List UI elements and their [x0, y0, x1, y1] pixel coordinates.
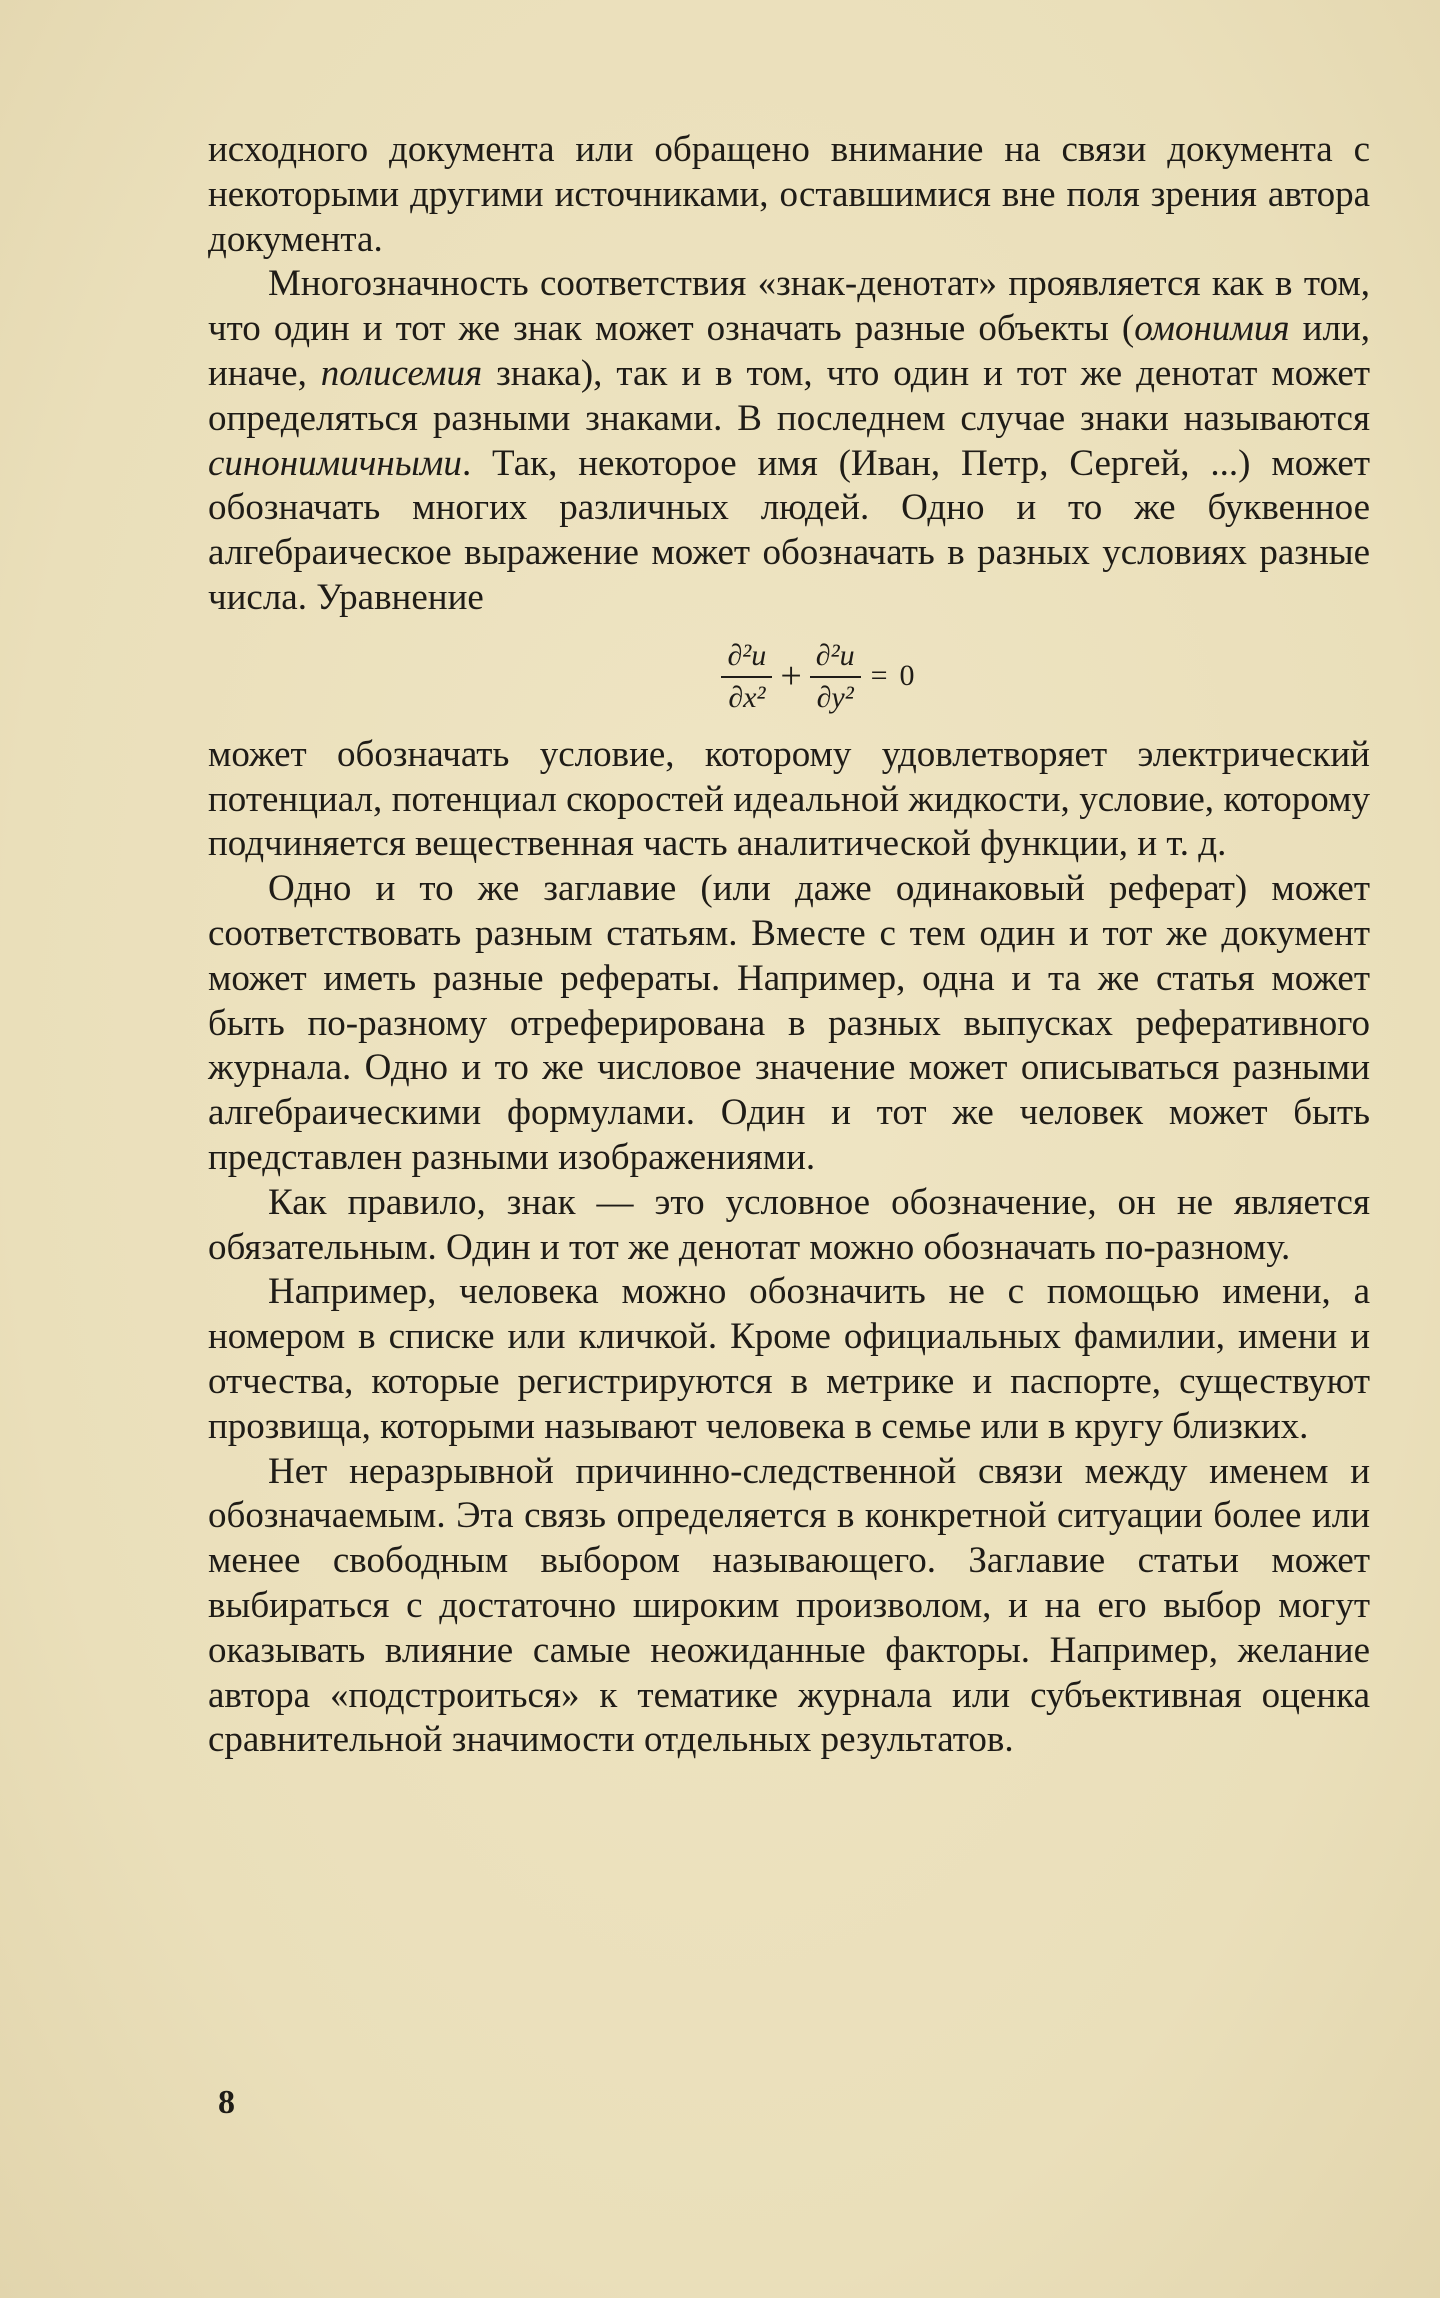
- paragraph-3: может обозначать условие, которому удовлетворяет электрический потенциал, потенциал скоростей идеальной жидкости, условие, которому подчиняется вещественная часть аналитической функции, и т. д.: [208, 733, 1370, 865]
- paragraph-2-part-c: знака), так и в том, что один и тот же денотат может определяться разными знаками. В последнем случае знаки называются: [208, 352, 1370, 439]
- paragraph-6: Например, человека можно обозначить не с помощью имени, а номером в списке или кличкой. Кроме официальных фамилии, имени и отчества, которые регистрируются в метрике и паспорте, существуют прозвища, которыми называют человека в семье или в кругу близких.: [208, 1271, 1370, 1447]
- paragraph-7: Нет неразрывной причинно-следственной связи между именем и обозначаемым. Эта связь определяется в конкретной ситуации более или менее свободным выбором называющего. Заглавие статьи может выбираться с достаточно широким произволом, и на его выбор могут оказывать влияние самые неожиданные факторы. Например, желание автора «подстроиться» к тематике журнала или субъективная оценка сравнительной значимости отдельных результатов.: [208, 1450, 1370, 1761]
- page-number: 8: [218, 2084, 235, 2121]
- fraction-1-denominator: ∂x²: [728, 680, 766, 714]
- term-synonymous: синонимичными: [208, 442, 462, 484]
- body-text: [208, 128, 1370, 1763]
- fraction-d2u-dy2: [810, 638, 861, 716]
- laplace-equation: [208, 621, 1370, 733]
- term-homonymy: омонимия: [1134, 308, 1290, 350]
- fraction-d2u-dx2: [721, 638, 772, 716]
- fraction-2-numerator: ∂²u: [810, 638, 861, 678]
- formula-rhs: 0: [899, 659, 915, 693]
- plus-sign: +: [780, 655, 802, 698]
- fraction-1-numerator: ∂²u: [721, 638, 772, 678]
- paragraph-2-part-a: Многозначность соответствия «знак-денотат» проявляется как в том, что один и тот же знак может означать разные объекты (: [208, 263, 1370, 350]
- equals-sign: =: [870, 659, 888, 693]
- paragraph-4: Одно и то же заглавие (или даже одинаковый реферат) может соответствовать разным статьям. Вместе с тем один и тот же документ может иметь разные рефераты. Например, одна и та же статья может быть по-разному отреферирована в разных выпусках реферативного журнала. Одно и то же числовое значение может описываться разными алгебраическими формулами. Один и тот же человек может быть представлен разными изображениями.: [208, 868, 1370, 1178]
- paragraph-2-part-b: или, иначе,: [208, 308, 1370, 394]
- term-polysemy: полисемия: [320, 352, 483, 394]
- paragraph-2-part-d: . Так, некоторое имя (Иван, Петр, Сергей, ...) может обозначать многих различных людей. Одно и то же буквенное алгебраическое выражение может обозначать в разных условиях разные числа. Уравнение: [208, 442, 1370, 618]
- fraction-2-denominator: ∂y²: [816, 680, 854, 714]
- paragraph-1: исходного документа или обращено внимание на связи документа с некоторыми другими источниками, оставшимися вне поля зрения автора документа.: [208, 129, 1370, 260]
- paragraph-2: [208, 262, 1370, 620]
- paragraph-5: Как правило, знак — это условное обозначение, он не является обязательным. Один и тот же денотат можно обозначать по-разному.: [208, 1181, 1370, 1268]
